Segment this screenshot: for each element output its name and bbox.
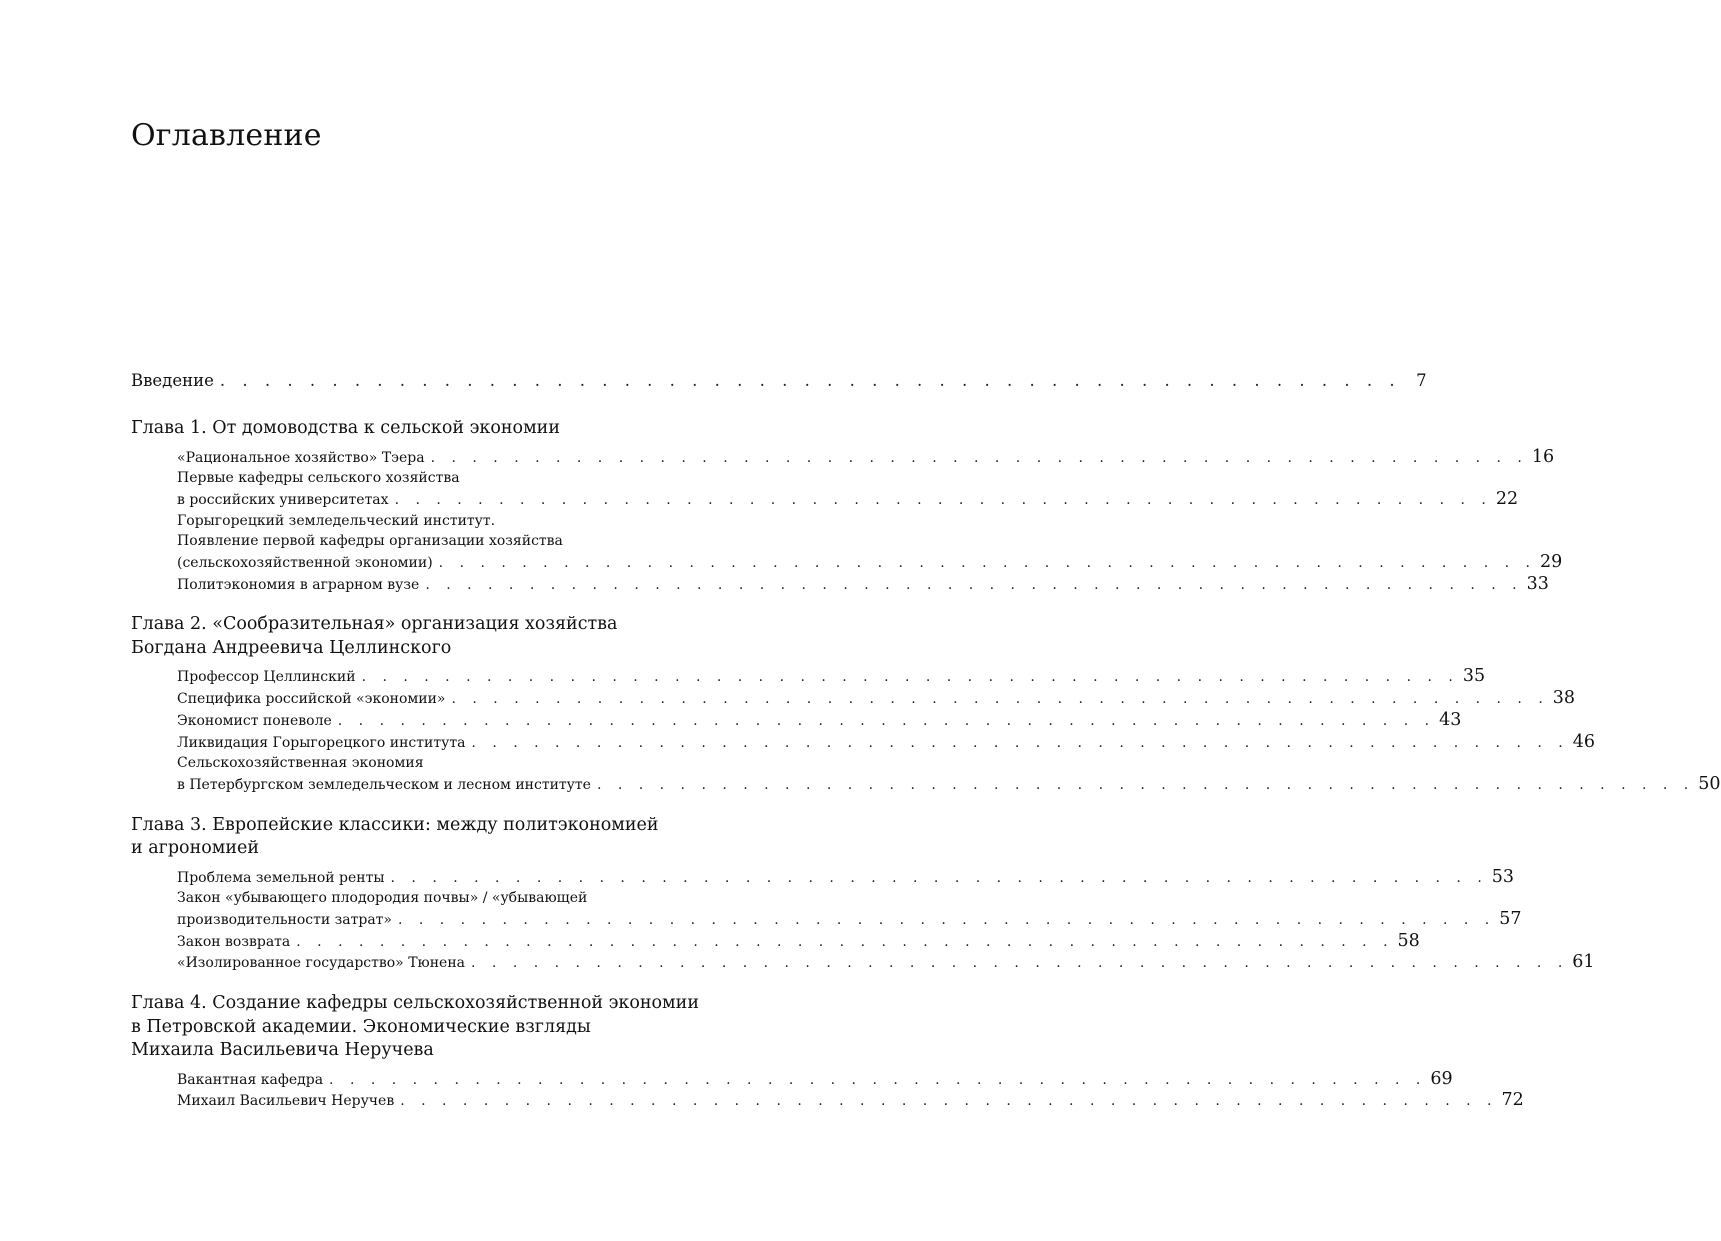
toc-entry-row <box>177 488 1519 511</box>
toc-entry-label: в Петербургском земледельческом и лесном институте <box>177 776 591 793</box>
toc-entry-line: Сельскохозяйственная экономия <box>177 755 424 772</box>
chapter-title-line: и агрономией <box>131 838 260 859</box>
toc-entry-label: Экономист поневоле <box>177 712 332 729</box>
dot-leader: . . . . . . . . . . . . . . . . . . . . . . . . . . . . . . . . . . . . . . . . . . . . . . . . . . . . . <box>337 712 1436 729</box>
toc-entry[interactable] <box>177 446 1555 469</box>
toc-page-number: 72 <box>1501 1090 1524 1111</box>
dot-leader: . . . . . . . . . . . . . . . . . . . . . . . . . . . . . . . . . . . . . . . . . . . . . . . . . . . . . <box>438 555 1536 572</box>
toc-entry[interactable] <box>177 709 1462 732</box>
toc-entry[interactable] <box>177 952 1595 974</box>
toc-page-number: 7 <box>1416 371 1427 390</box>
toc-entry[interactable] <box>177 930 1420 953</box>
chapter-title[interactable] <box>131 417 715 441</box>
toc-entry[interactable] <box>177 688 1576 710</box>
dot-leader: . . . . . . . . . . . . . . . . . . . . . . . . . . . . . . . . . . . . . . . . . . . . . . . . . . . . . <box>219 371 1401 390</box>
chapter-title-line: Глава 1. От домоводства к сельской экономии <box>131 418 561 438</box>
toc-page-number: 22 <box>1495 488 1519 509</box>
toc-entry-label: Специфика российской «экономии» <box>177 691 446 708</box>
toc-entry-label: Михаил Васильевич Неручев <box>177 1093 395 1110</box>
dot-leader: . . . . . . . . . . . . . . . . . . . . . . . . . . . . . . . . . . . . . . . . . . . . . . . . . . . . . <box>425 576 1523 593</box>
toc-entry-line: Первые кафедры сельского хозяйства <box>177 470 460 487</box>
chapter-title-line: Глава 3. Европейские классики: между политэкономией <box>131 814 659 835</box>
chapter-section <box>131 992 1524 1112</box>
toc-entry-label: Политэкономия в аграрном вузе <box>177 576 420 593</box>
chapter-title[interactable] <box>131 814 715 861</box>
dot-leader: . . . . . . . . . . . . . . . . . . . . . . . . . . . . . . . . . . . . . . . . . . . . . . . . . . . . . <box>361 669 1459 686</box>
dot-leader: . . . . . . . . . . . . . . . . . . . . . . . . . . . . . . . . . . . . . . . . . . . . . . . . . . . . . <box>397 912 1496 929</box>
dot-leader: . . . . . . . . . . . . . . . . . . . . . . . . . . . . . . . . . . . . . . . . . . . . . . . . . . . . . <box>471 734 1569 751</box>
toc-entry-label: в российских университетах <box>177 491 389 508</box>
dot-leader: . . . . . . . . . . . . . . . . . . . . . . . . . . . . . . . . . . . . . . . . . . . . . . . . . . . . . <box>394 491 1492 508</box>
toc-page-number: 35 <box>1462 666 1486 687</box>
dot-leader: . . . . . . . . . . . . . . . . . . . . . . . . . . . . . . . . . . . . . . . . . . . . . . . . . . . . . <box>430 449 1528 466</box>
toc-entry[interactable] <box>177 1090 1524 1112</box>
toc-intro-entry[interactable] <box>131 369 1427 392</box>
section-list <box>131 666 1721 795</box>
chapter-title-line: Богдана Андреевича Целлинского <box>131 637 452 658</box>
dot-leader: . . . . . . . . . . . . . . . . . . . . . . . . . . . . . . . . . . . . . . . . . . . . . . . . . . . . . <box>390 869 1488 886</box>
toc-entry-row <box>177 709 1462 732</box>
toc-entry-row <box>177 446 1555 469</box>
toc-entry-row <box>177 866 1515 889</box>
toc-page-number: 53 <box>1491 866 1515 887</box>
toc-entry[interactable] <box>177 468 1519 510</box>
toc-entry-row <box>177 552 1563 574</box>
toc-entry-label: Введение <box>131 371 214 390</box>
chapter-title-line: Михаила Васильевича Неручева <box>131 1040 434 1061</box>
toc-entry-label: «Рациональное хозяйство» Тэера <box>177 449 425 466</box>
chapter-title[interactable] <box>131 613 715 660</box>
toc-entry-line: Закон «убывающего плодородия почвы» / «убывающей <box>177 890 588 907</box>
chapter-section <box>131 613 1721 795</box>
chapter-title-line: Глава 4. Создание кафедры сельскохозяйственной экономии <box>131 993 699 1014</box>
dot-leader: . . . . . . . . . . . . . . . . . . . . . . . . . . . . . . . . . . . . . . . . . . . . . . . . . . . . . <box>596 776 1695 793</box>
table-of-contents <box>131 369 1721 1130</box>
toc-page-number: 43 <box>1439 709 1462 730</box>
toc-entry-row <box>177 1068 1453 1091</box>
toc-entry-label: Проблема земельной ренты <box>177 869 385 886</box>
toc-entry-row <box>177 731 1595 754</box>
toc-entry-label: Вакантная кафедра <box>177 1071 324 1088</box>
toc-page-number: 58 <box>1397 930 1420 951</box>
toc-entry[interactable] <box>177 753 1721 795</box>
toc-entry[interactable] <box>177 1068 1453 1091</box>
toc-page-number: 38 <box>1552 688 1576 709</box>
toc-entry-label: (сельскохозяйственной экономии) <box>177 555 433 572</box>
toc-entry-row <box>177 573 1549 596</box>
page-title: Оглавление <box>131 118 322 153</box>
toc-entry-row <box>177 930 1420 953</box>
toc-entry-label: Профессор Целлинский <box>177 669 356 686</box>
toc-entry[interactable] <box>177 511 1563 574</box>
section-list <box>131 1068 1524 1112</box>
toc-page-number: 61 <box>1572 952 1595 973</box>
chapter-list <box>131 417 1721 1112</box>
toc-page-number: 57 <box>1499 909 1522 930</box>
toc-entry-row <box>177 952 1595 974</box>
toc-entry[interactable] <box>177 573 1549 596</box>
toc-page-number: 33 <box>1526 573 1549 594</box>
toc-page-number: 46 <box>1572 731 1595 752</box>
toc-entry[interactable] <box>177 666 1486 688</box>
section-list <box>131 866 1595 975</box>
toc-entry-line: Появление первой кафедры организации хозяйства <box>177 533 563 550</box>
toc-entry[interactable] <box>177 888 1522 930</box>
toc-page-number: 69 <box>1430 1068 1453 1089</box>
dot-leader: . . . . . . . . . . . . . . . . . . . . . . . . . . . . . . . . . . . . . . . . . . . . . . . . . . . . . <box>329 1071 1427 1088</box>
toc-page-number: 50 <box>1698 773 1721 794</box>
toc-entry[interactable] <box>177 866 1515 889</box>
toc-entry-row <box>177 1090 1524 1112</box>
section-list <box>131 446 1563 596</box>
dot-leader: . . . . . . . . . . . . . . . . . . . . . . . . . . . . . . . . . . . . . . . . . . . . . . . . . . . . . <box>471 955 1569 972</box>
toc-entry-row <box>177 688 1576 710</box>
toc-entry-label: Закон возврата <box>177 933 291 950</box>
toc-entry-label: «Изолированное государство» Тюнена <box>177 955 466 972</box>
chapter-title[interactable] <box>131 992 715 1063</box>
toc-entry-label: производительности затрат» <box>177 912 392 929</box>
toc-entry-row <box>177 773 1721 796</box>
toc-page-number: 16 <box>1531 446 1555 467</box>
chapter-section <box>131 417 1563 595</box>
chapter-title-line: в Петровской академии. Экономические взгляды <box>131 1016 591 1037</box>
toc-entry-line: Горыгорецкий земледельческий институт. <box>177 512 496 529</box>
toc-entry-row <box>177 666 1486 688</box>
dot-leader: . . . . . . . . . . . . . . . . . . . . . . . . . . . . . . . . . . . . . . . . . . . . . . . . . . . . . <box>451 691 1549 708</box>
toc-entry[interactable] <box>177 731 1595 754</box>
toc-entry-label: Ликвидация Горыгорецкого института <box>177 734 466 751</box>
chapter-section <box>131 814 1595 975</box>
toc-page-number: 29 <box>1539 552 1563 573</box>
chapter-title-line: Глава 2. «Сообразительная» организация хозяйства <box>131 614 618 635</box>
toc-entry-row <box>177 909 1522 931</box>
dot-leader: . . . . . . . . . . . . . . . . . . . . . . . . . . . . . . . . . . . . . . . . . . . . . . . . . . . . . <box>400 1093 1498 1110</box>
dot-leader: . . . . . . . . . . . . . . . . . . . . . . . . . . . . . . . . . . . . . . . . . . . . . . . . . . . . . <box>296 933 1394 950</box>
